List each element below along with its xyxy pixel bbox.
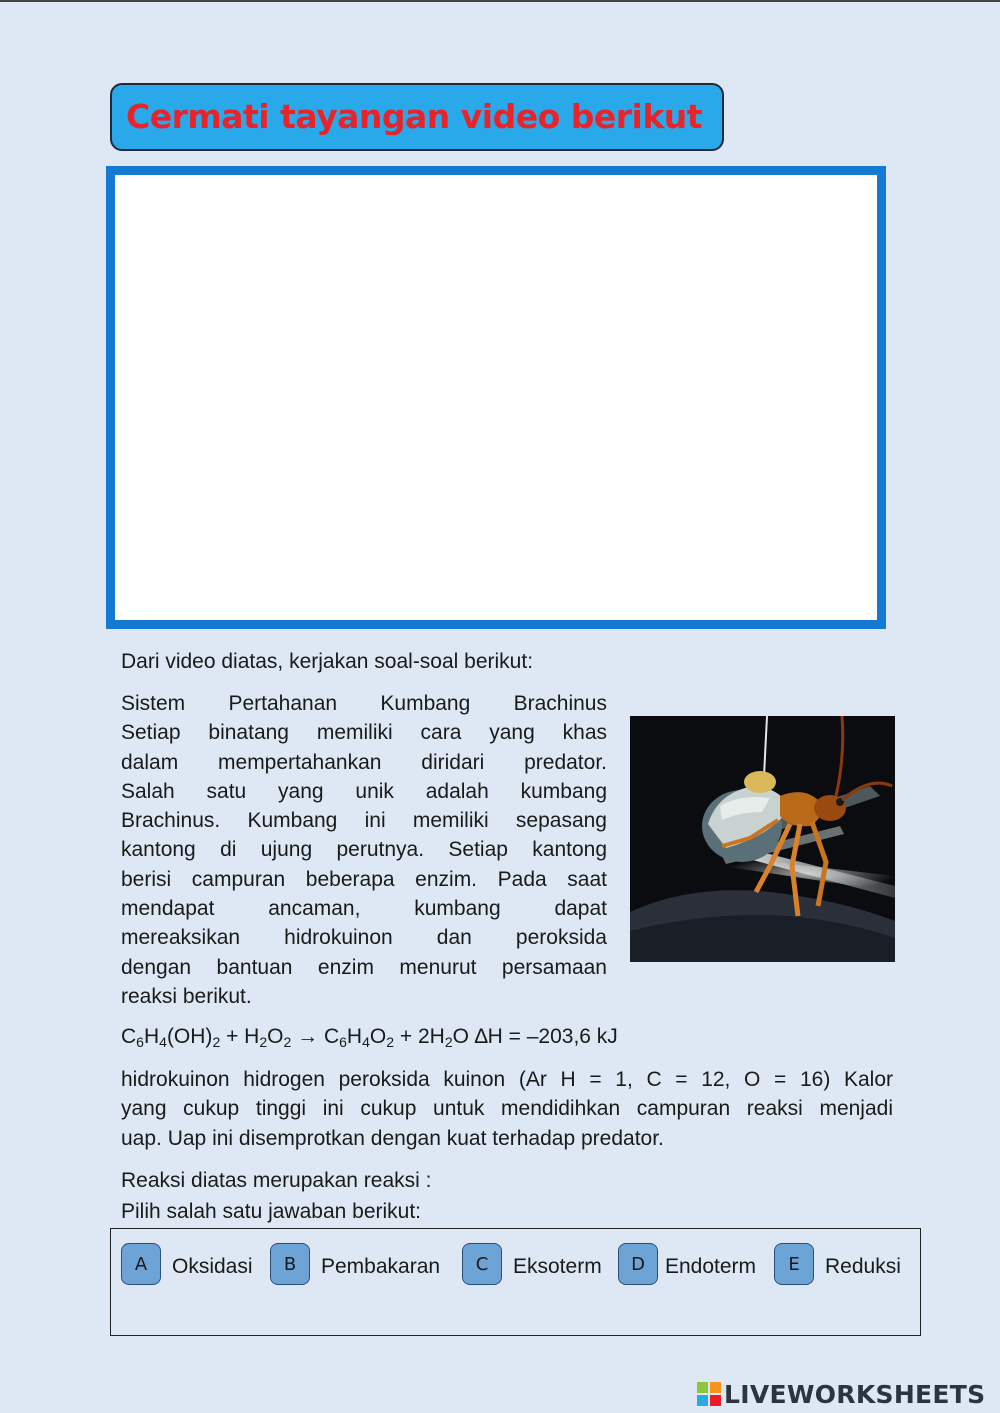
option-a-button[interactable]: A [121,1243,161,1285]
instruction-text: Pilih salah satu jawaban berikut: [121,1200,422,1223]
option-b-label: Pembakaran [321,1255,441,1278]
video-embed[interactable] [106,166,886,629]
story-line: Sistem Pertahanan Kumbang Brachinus [121,692,607,715]
story-line: mendapat ancaman, kumbang dapat [121,897,607,921]
reaction-equation: $C_6H_4(OH)_2 + H_2O_2 \to C_6H_4O_2 + 2H_2O$ ∆H = –203,6 kJ [121,1025,618,1050]
story-line: berisi campuran beberapa enzim. Pada saat [121,867,607,891]
explanation-line: yang cukup tinggi ini cukup untuk mendidihkan campuran reaksi menjadi [121,1097,893,1121]
option-d-label: Endoterm [665,1255,757,1278]
story-line: kantong di ujung perutnya. Setiap kantong [121,838,607,862]
option-e-button[interactable]: E [774,1243,814,1285]
story-line: mereaksikan hidrokuinon dan peroksida [121,926,607,950]
story-paragraph [121,689,607,1011]
page-title: Cermati tayangan video berikut [126,97,703,136]
beetle-photo [630,716,895,962]
liveworksheets-grid-icon [697,1382,721,1406]
story-line: reaksi berikut. [121,984,252,1008]
brand-name: LIVEWORKSHEETS [724,1379,986,1409]
option-e-label: Reduksi [825,1255,901,1278]
top-rule [0,0,1000,2]
story-line: Setiap binatang memiliki cara yang khas [121,721,607,745]
title-banner [110,83,724,151]
option-c-label: Eksoterm [513,1255,602,1278]
story-line: Salah satu yang unik adalah kumbang [121,779,607,803]
story-line: dalam mempertahankan diridari predator. [121,750,607,774]
option-c-button[interactable]: C [462,1243,502,1285]
liveworksheets-logo [697,1379,985,1409]
story-line: dengan bantuan enzim menurut persamaan [121,955,607,979]
option-a-label: Oksidasi [172,1255,253,1278]
explanation-line: hidrokuinon hidrogen peroksida kuinon (Ar H = 1, C = 12, O = 16) Kalor [121,1068,893,1091]
intro-text: Dari video diatas, kerjakan soal-soal berikut: [121,650,534,673]
explanation-line: uap. Uap ini disemprotkan dengan kuat terhadap predator. [121,1126,664,1150]
bombardier-beetle-illustration [630,716,895,962]
option-b-button[interactable]: B [270,1243,310,1285]
question-text: Reaksi diatas merupakan reaksi : [121,1169,432,1192]
option-d-button[interactable]: D [618,1243,658,1285]
explanation-paragraph [121,1065,893,1153]
story-line: Brachinus. Kumbang ini memiliki sepasang [121,809,607,833]
